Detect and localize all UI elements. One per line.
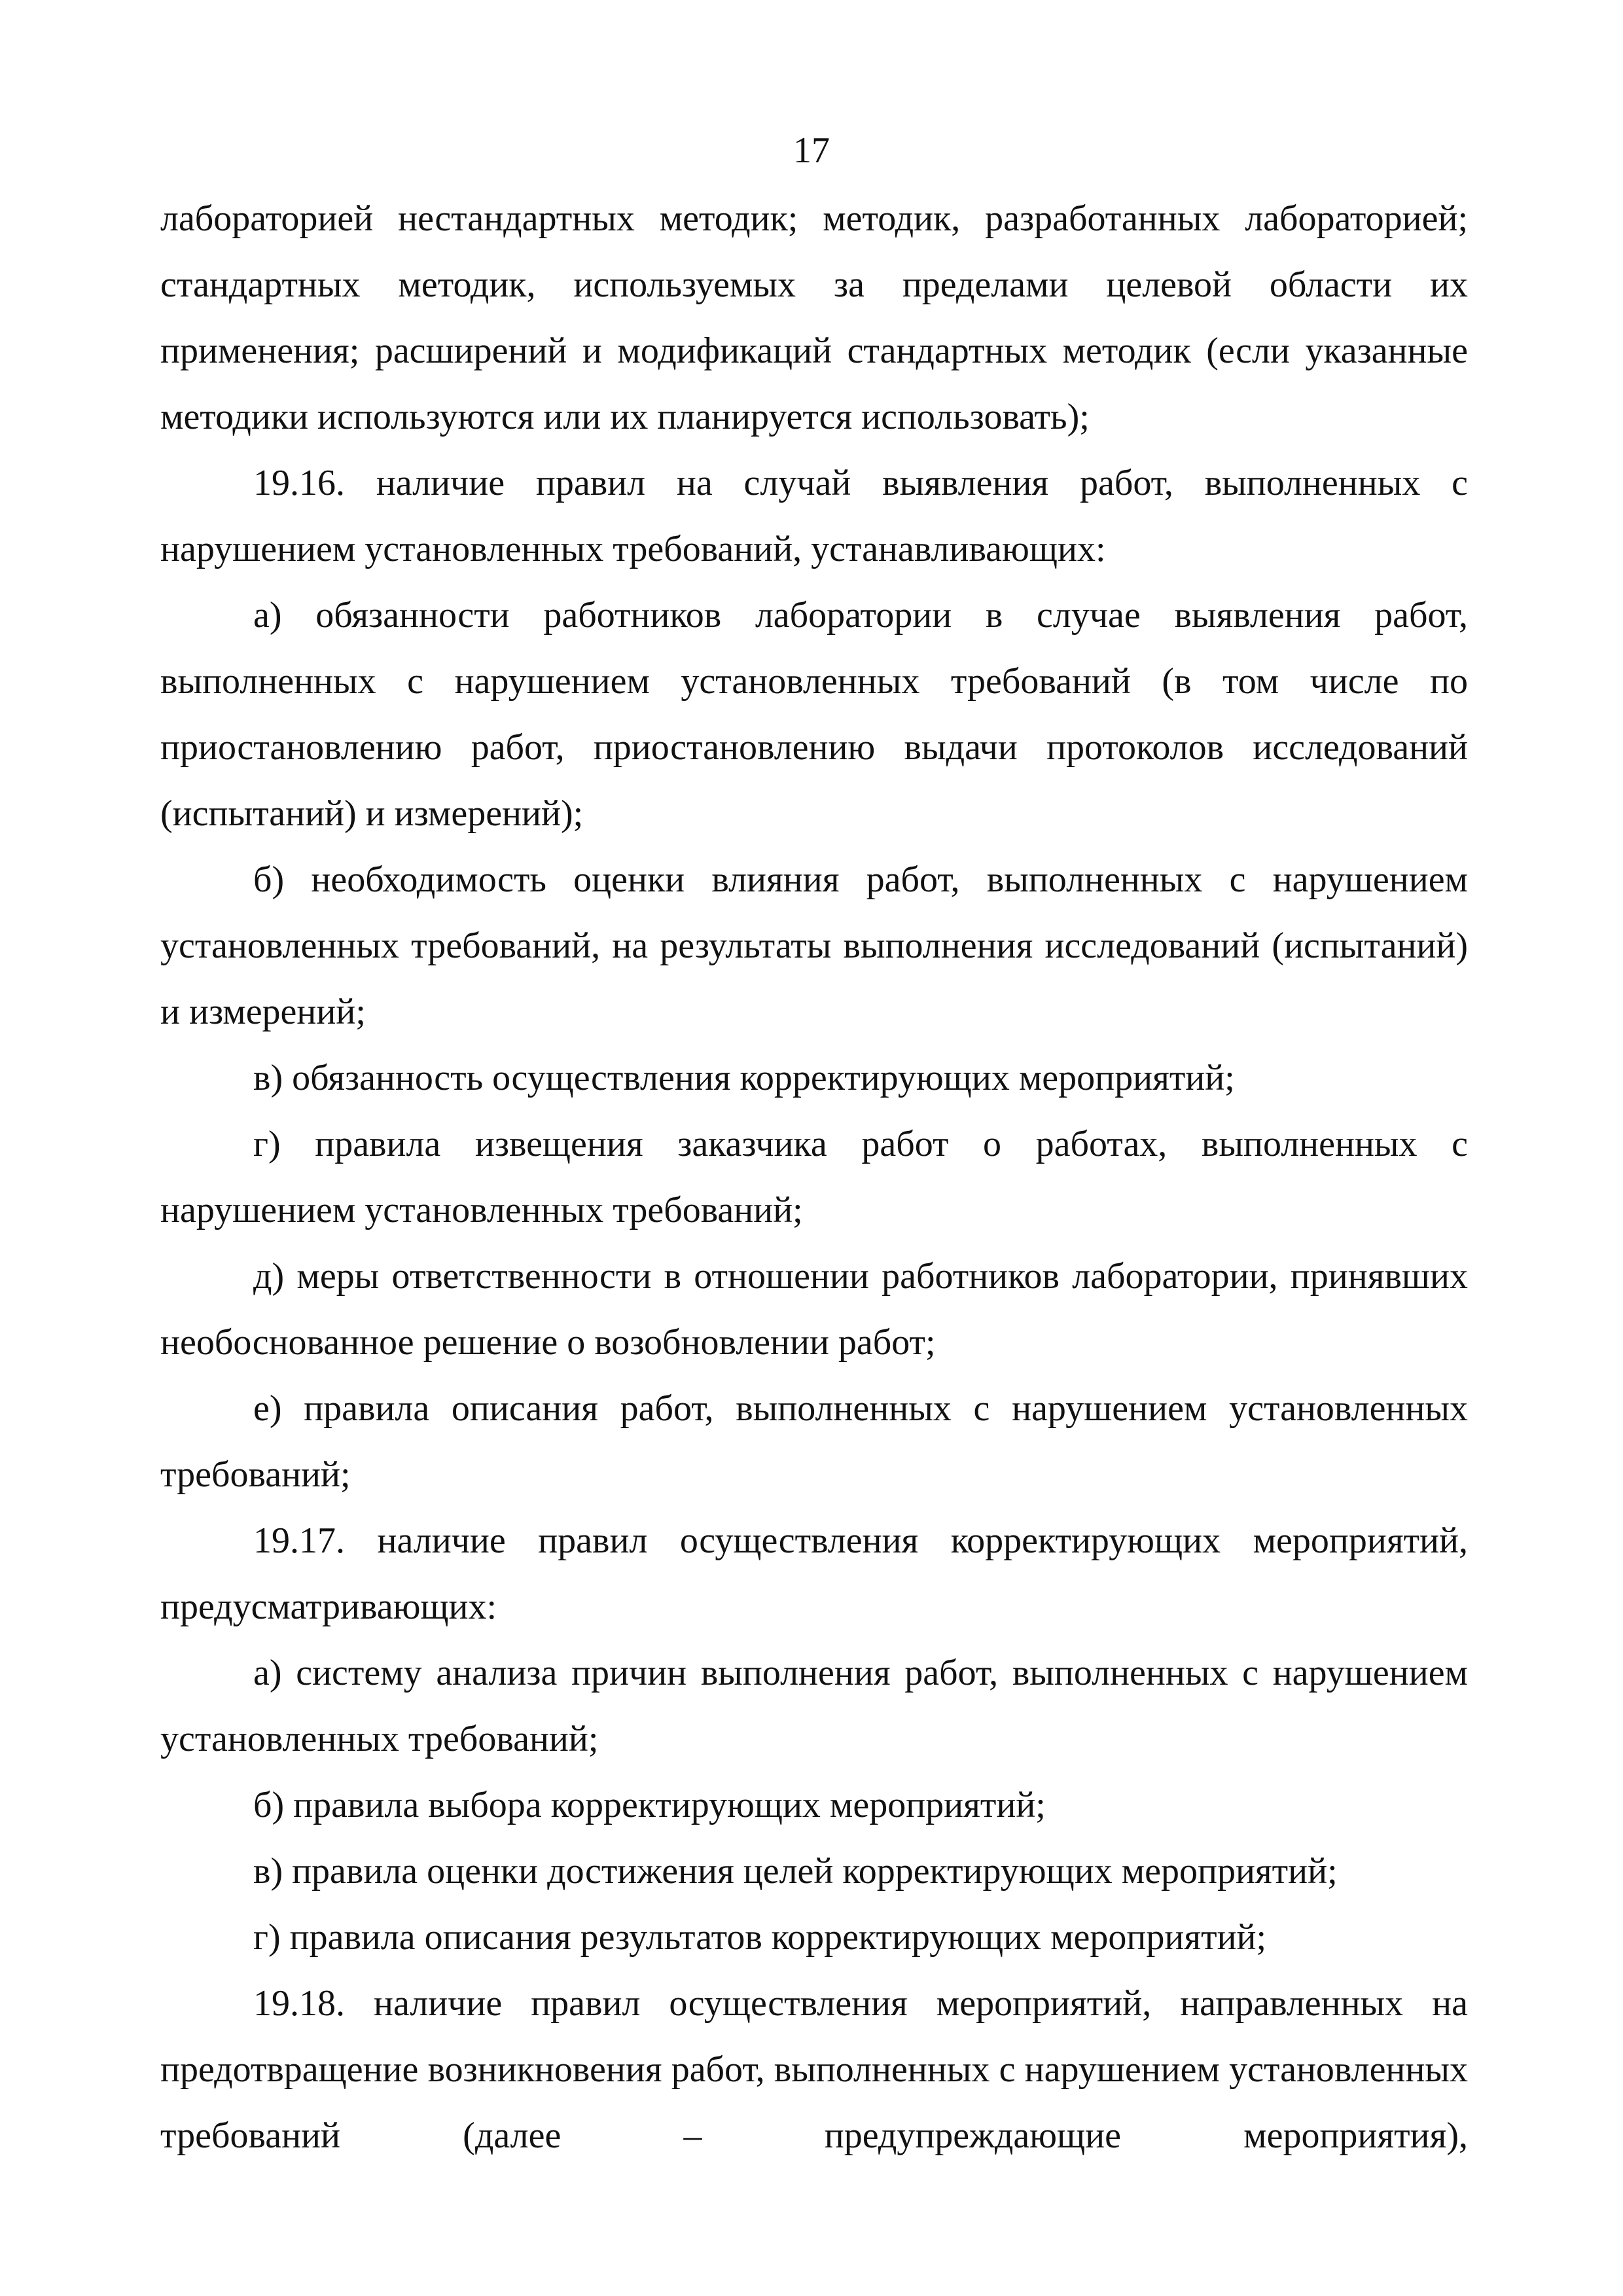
list-item-v-evaluation-rules: в) правила оценки достижения целей корректирующих мероприятий; <box>253 1851 1338 1892</box>
list-item-g-customer-notice: г) правила извещения заказчика работ о работах, выполненных с нарушением установленных требований; <box>160 1124 1468 1230</box>
list-item-a-cause-analysis: а) систему анализа причин выполнения работ, выполненных с нарушением установленных требований; <box>160 1653 1468 1759</box>
paragraph-19-17: 19.17. наличие правил осуществления корректирующих мероприятий, предусматривающих: <box>160 1520 1468 1627</box>
paragraph-19-18: 19.18. наличие правил осуществления мероприятий, направленных на предотвращение возникновения работ, выполненных с нарушением установленных требований (далее – предупреждающие мероприятия), <box>160 1983 1468 2156</box>
document-body <box>160 186 1468 2169</box>
page-number: 17 <box>793 130 830 171</box>
list-item-v-corrective-duty: в) обязанность осуществления корректирующих мероприятий; <box>253 1058 1235 1098</box>
paragraph-19-16: 19.16. наличие правил на случай выявления работ, выполненных с нарушением установленных требований, устанавливающих: <box>160 463 1468 569</box>
list-item-e-description-rules: е) правила описания работ, выполненных с нарушением установленных требований; <box>160 1388 1468 1495</box>
list-item-d-responsibility: д) меры ответственности в отношении работников лаборатории, принявших необоснованное решение о возобновлении работ; <box>160 1256 1468 1363</box>
list-item-b-selection-rules: б) правила выбора корректирующих мероприятий; <box>253 1785 1046 1825</box>
list-item-a-duties: а) обязанности работников лаборатории в случае выявления работ, выполненных с нарушением установленных требований (в том числе по приостановлению работ, приостановлению выдачи протоколов исследований (испытаний) и измерений); <box>160 595 1468 834</box>
list-item-b-impact-assessment: б) необходимость оценки влияния работ, выполненных с нарушением установленных требований, на результаты выполнения исследований (испытаний) и измерений; <box>160 859 1468 1032</box>
paragraph-continuation: лабораторией нестандартных методик; методик, разработанных лабораторией; стандартных методик, используемых за пределами целевой области их применения; расширений и модификаций стандартных методик (если указанные методики используются или их планируется использовать); <box>160 198 1468 437</box>
list-item-g-results-description: г) правила описания результатов корректирующих мероприятий; <box>253 1917 1267 1958</box>
